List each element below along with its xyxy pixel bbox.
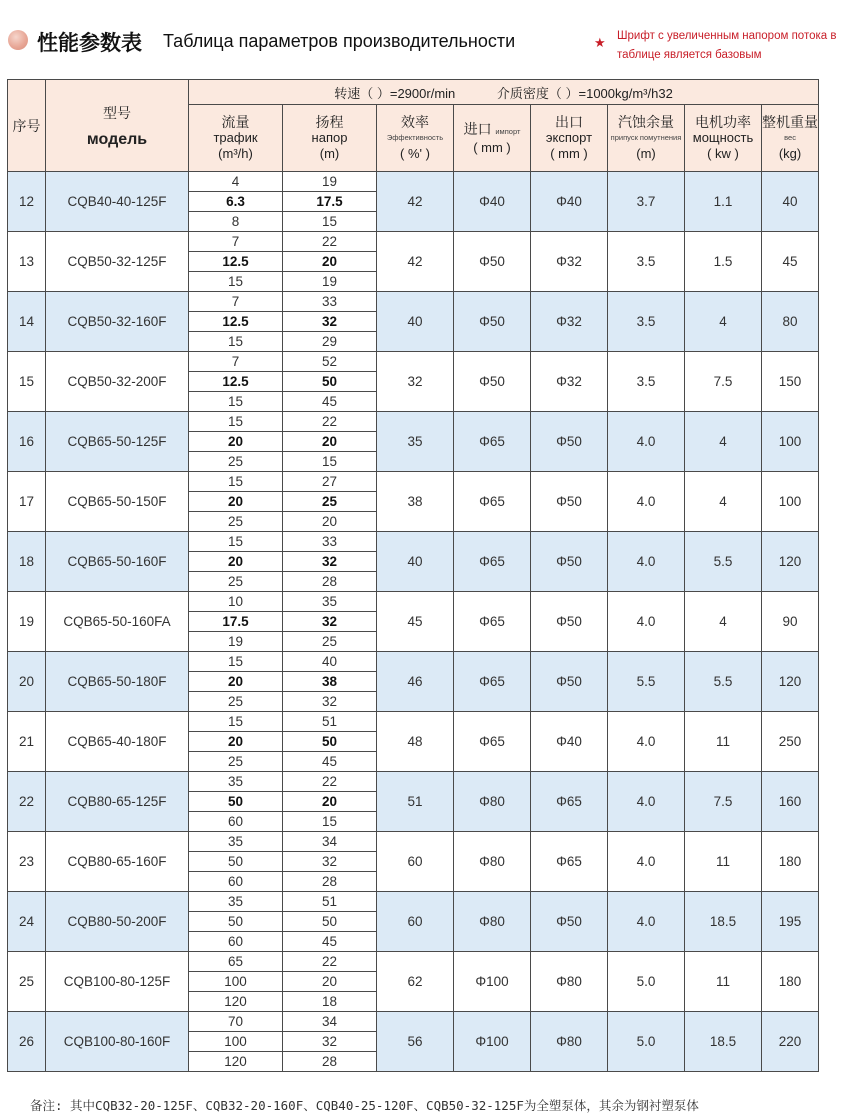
table-row xyxy=(8,532,819,552)
flow-cell: 60 xyxy=(189,872,283,892)
power-cell: 1.5 xyxy=(685,232,762,292)
head-cell: 32 xyxy=(283,692,377,712)
head-cell: 19 xyxy=(283,272,377,292)
head-cell: 17.5 xyxy=(283,192,377,212)
head-cell: 22 xyxy=(283,412,377,432)
npsh-cell: 4.0 xyxy=(608,832,685,892)
table-row xyxy=(8,1012,819,1032)
power-cell: 4 xyxy=(685,412,762,472)
inlet-cell: Φ65 xyxy=(454,472,531,532)
inlet-cell: Φ65 xyxy=(454,712,531,772)
outlet-cell: Φ50 xyxy=(531,652,608,712)
col-outlet-header: 出口 экспорт ( mm ) xyxy=(531,105,608,172)
col-npsh-header: 汽蚀余量 припуск помутнения (m) xyxy=(608,105,685,172)
inlet-cell: Φ65 xyxy=(454,652,531,712)
inlet-cell: Φ80 xyxy=(454,892,531,952)
weight-cell: 160 xyxy=(762,772,819,832)
head-cell: 22 xyxy=(283,952,377,972)
flow-cell: 50 xyxy=(189,852,283,872)
head-cell: 45 xyxy=(283,932,377,952)
head-cell: 50 xyxy=(283,732,377,752)
flow-cell: 35 xyxy=(189,892,283,912)
npsh-cell: 4.0 xyxy=(608,772,685,832)
flow-cell: 50 xyxy=(189,792,283,812)
model-cell: CQB65-50-160FA xyxy=(46,592,189,652)
efficiency-cell: 62 xyxy=(377,952,454,1012)
weight-cell: 45 xyxy=(762,232,819,292)
efficiency-cell: 56 xyxy=(377,1012,454,1072)
inlet-cell: Φ50 xyxy=(454,292,531,352)
head-cell: 27 xyxy=(283,472,377,492)
head-cell: 28 xyxy=(283,572,377,592)
head-cell: 38 xyxy=(283,672,377,692)
model-cell: CQB50-32-160F xyxy=(46,292,189,352)
density-label: 介质密度（ ）=1000kg/m³/h32 xyxy=(496,85,673,101)
col-head-header: 扬程 напор (m) xyxy=(283,105,377,172)
head-cell: 15 xyxy=(283,452,377,472)
flow-cell: 120 xyxy=(189,1052,283,1072)
model-cell: CQB100-80-125F xyxy=(46,952,189,1012)
model-cell: CQB65-50-150F xyxy=(46,472,189,532)
flow-cell: 20 xyxy=(189,732,283,752)
head-cell: 45 xyxy=(283,752,377,772)
flow-cell: 20 xyxy=(189,492,283,512)
flow-cell: 12.5 xyxy=(189,312,283,332)
row-number: 20 xyxy=(8,652,46,712)
flow-cell: 25 xyxy=(189,512,283,532)
npsh-cell: 3.7 xyxy=(608,172,685,232)
weight-cell: 150 xyxy=(762,352,819,412)
flow-cell: 60 xyxy=(189,932,283,952)
model-cell: CQB80-65-125F xyxy=(46,772,189,832)
head-cell: 15 xyxy=(283,212,377,232)
flow-cell: 50 xyxy=(189,912,283,932)
outlet-cell: Φ65 xyxy=(531,772,608,832)
footnote: 备注: 其中CQB32-20-125F、CQB32-20-160F、CQB40-25-120F、CQB50-32-125F为全塑泵体，其余为钢衬塑泵体 xyxy=(30,1098,699,1113)
flow-cell: 8 xyxy=(189,212,283,232)
col-no-header: 序号 xyxy=(8,80,46,172)
npsh-cell: 3.5 xyxy=(608,352,685,412)
power-cell: 7.5 xyxy=(685,352,762,412)
row-number: 15 xyxy=(8,352,46,412)
col-weight-header: 整机重量 вес (kg) xyxy=(762,105,819,172)
weight-cell: 220 xyxy=(762,1012,819,1072)
flow-cell: 60 xyxy=(189,812,283,832)
title-chinese: 性能参数表 xyxy=(37,31,142,55)
outlet-cell: Φ50 xyxy=(531,892,608,952)
row-number: 17 xyxy=(8,472,46,532)
model-cell: CQB65-50-180F xyxy=(46,652,189,712)
head-cell: 28 xyxy=(283,1052,377,1072)
efficiency-cell: 32 xyxy=(377,352,454,412)
npsh-cell: 5.5 xyxy=(608,652,685,712)
head-cell: 45 xyxy=(283,392,377,412)
flow-cell: 100 xyxy=(189,972,283,992)
header-note-line-2: таблице является базовым xyxy=(617,49,762,61)
outlet-cell: Φ80 xyxy=(531,952,608,1012)
npsh-cell: 4.0 xyxy=(608,532,685,592)
flow-cell: 15 xyxy=(189,272,283,292)
inlet-cell: Φ65 xyxy=(454,592,531,652)
col-flow-header: 流量 трафик (m³/h) xyxy=(189,105,283,172)
table-row xyxy=(8,952,819,972)
power-cell: 5.5 xyxy=(685,532,762,592)
flow-cell: 20 xyxy=(189,552,283,572)
head-cell: 20 xyxy=(283,432,377,452)
npsh-cell: 3.5 xyxy=(608,292,685,352)
weight-cell: 100 xyxy=(762,472,819,532)
flow-cell: 7 xyxy=(189,292,283,312)
flow-cell: 19 xyxy=(189,632,283,652)
table-row xyxy=(8,232,819,252)
head-cell: 18 xyxy=(283,992,377,1012)
power-cell: 18.5 xyxy=(685,892,762,952)
row-number: 12 xyxy=(8,172,46,232)
col-power-header: 电机功率 мощность ( kw ) xyxy=(685,105,762,172)
title-russian: Таблица параметров производительности xyxy=(163,31,516,51)
row-number: 24 xyxy=(8,892,46,952)
row-number: 22 xyxy=(8,772,46,832)
power-cell: 18.5 xyxy=(685,1012,762,1072)
power-cell: 11 xyxy=(685,952,762,1012)
outlet-cell: Φ50 xyxy=(531,592,608,652)
outlet-cell: Φ32 xyxy=(531,352,608,412)
efficiency-cell: 40 xyxy=(377,532,454,592)
inlet-cell: Φ80 xyxy=(454,832,531,892)
model-cell: CQB65-50-160F xyxy=(46,532,189,592)
flow-cell: 70 xyxy=(189,1012,283,1032)
table-body xyxy=(8,172,819,1072)
model-cell: CQB40-40-125F xyxy=(46,172,189,232)
head-cell: 35 xyxy=(283,592,377,612)
head-cell: 22 xyxy=(283,232,377,252)
head-cell: 20 xyxy=(283,512,377,532)
head-cell: 33 xyxy=(283,532,377,552)
row-number: 25 xyxy=(8,952,46,1012)
efficiency-cell: 35 xyxy=(377,412,454,472)
header-note xyxy=(617,27,857,65)
head-cell: 20 xyxy=(283,792,377,812)
col-model-header: 型号 модель xyxy=(46,80,189,172)
table-row xyxy=(8,652,819,672)
power-cell: 4 xyxy=(685,592,762,652)
head-cell: 32 xyxy=(283,612,377,632)
efficiency-cell: 60 xyxy=(377,892,454,952)
head-cell: 52 xyxy=(283,352,377,372)
outlet-cell: Φ50 xyxy=(531,412,608,472)
head-cell: 32 xyxy=(283,1032,377,1052)
outlet-cell: Φ40 xyxy=(531,712,608,772)
table-row xyxy=(8,892,819,912)
page-header xyxy=(0,0,860,78)
efficiency-cell: 42 xyxy=(377,172,454,232)
model-cell: CQB65-50-125F xyxy=(46,412,189,472)
power-cell: 11 xyxy=(685,712,762,772)
flow-cell: 25 xyxy=(189,692,283,712)
power-cell: 7.5 xyxy=(685,772,762,832)
head-cell: 51 xyxy=(283,712,377,732)
flow-cell: 15 xyxy=(189,712,283,732)
row-number: 16 xyxy=(8,412,46,472)
flow-cell: 12.5 xyxy=(189,252,283,272)
weight-cell: 180 xyxy=(762,952,819,1012)
weight-cell: 80 xyxy=(762,292,819,352)
flow-cell: 35 xyxy=(189,832,283,852)
model-cell: CQB100-80-160F xyxy=(46,1012,189,1072)
head-cell: 19 xyxy=(283,172,377,192)
table-row xyxy=(8,592,819,612)
model-cell: CQB50-32-200F xyxy=(46,352,189,412)
model-cell: CQB50-32-125F xyxy=(46,232,189,292)
inlet-cell: Φ100 xyxy=(454,1012,531,1072)
head-cell: 15 xyxy=(283,812,377,832)
weight-cell: 250 xyxy=(762,712,819,772)
outlet-cell: Φ80 xyxy=(531,1012,608,1072)
row-number: 13 xyxy=(8,232,46,292)
table-row xyxy=(8,172,819,192)
npsh-cell: 4.0 xyxy=(608,712,685,772)
star-icon: ★ xyxy=(594,36,606,51)
head-cell: 25 xyxy=(283,492,377,512)
inlet-cell: Φ50 xyxy=(454,352,531,412)
power-cell: 11 xyxy=(685,832,762,892)
efficiency-cell: 48 xyxy=(377,712,454,772)
outlet-cell: Φ32 xyxy=(531,232,608,292)
flow-cell: 25 xyxy=(189,572,283,592)
flow-cell: 15 xyxy=(189,412,283,432)
inlet-cell: Φ65 xyxy=(454,532,531,592)
flow-cell: 25 xyxy=(189,452,283,472)
performance-table xyxy=(7,79,819,1072)
power-cell: 4 xyxy=(685,292,762,352)
model-cell: CQB80-65-160F xyxy=(46,832,189,892)
head-cell: 33 xyxy=(283,292,377,312)
row-number: 21 xyxy=(8,712,46,772)
table-row xyxy=(8,292,819,312)
power-cell: 5.5 xyxy=(685,652,762,712)
head-cell: 32 xyxy=(283,312,377,332)
head-cell: 32 xyxy=(283,852,377,872)
inlet-cell: Φ100 xyxy=(454,952,531,1012)
head-cell: 34 xyxy=(283,1012,377,1032)
col-inlet-header: 进口 импорт ( mm ) xyxy=(454,105,531,172)
outlet-cell: Φ50 xyxy=(531,472,608,532)
npsh-cell: 5.0 xyxy=(608,1012,685,1072)
npsh-cell: 3.5 xyxy=(608,232,685,292)
head-cell: 22 xyxy=(283,772,377,792)
outlet-cell: Φ32 xyxy=(531,292,608,352)
conditions-header xyxy=(189,80,819,105)
flow-cell: 6.3 xyxy=(189,192,283,212)
flow-cell: 15 xyxy=(189,652,283,672)
model-cell: CQB65-40-180F xyxy=(46,712,189,772)
flow-cell: 12.5 xyxy=(189,372,283,392)
efficiency-cell: 42 xyxy=(377,232,454,292)
model-cell: CQB80-50-200F xyxy=(46,892,189,952)
weight-cell: 180 xyxy=(762,832,819,892)
header-note-line-1: Шрифт с увеличенным напором потока в xyxy=(617,30,837,42)
table-row xyxy=(8,352,819,372)
npsh-cell: 4.0 xyxy=(608,472,685,532)
head-cell: 50 xyxy=(283,372,377,392)
efficiency-cell: 46 xyxy=(377,652,454,712)
bullet-icon xyxy=(8,30,28,50)
head-cell: 32 xyxy=(283,552,377,572)
weight-cell: 120 xyxy=(762,532,819,592)
table-row xyxy=(8,772,819,792)
flow-cell: 20 xyxy=(189,432,283,452)
npsh-cell: 4.0 xyxy=(608,892,685,952)
efficiency-cell: 45 xyxy=(377,592,454,652)
npsh-cell: 5.0 xyxy=(608,952,685,1012)
table-row xyxy=(8,832,819,852)
flow-cell: 7 xyxy=(189,232,283,252)
efficiency-cell: 51 xyxy=(377,772,454,832)
table-row xyxy=(8,472,819,492)
head-cell: 29 xyxy=(283,332,377,352)
outlet-cell: Φ40 xyxy=(531,172,608,232)
head-cell: 25 xyxy=(283,632,377,652)
inlet-cell: Φ50 xyxy=(454,232,531,292)
power-cell: 4 xyxy=(685,472,762,532)
flow-cell: 65 xyxy=(189,952,283,972)
flow-cell: 20 xyxy=(189,672,283,692)
flow-cell: 7 xyxy=(189,352,283,372)
table-row xyxy=(8,712,819,732)
row-number: 26 xyxy=(8,1012,46,1072)
efficiency-cell: 60 xyxy=(377,832,454,892)
col-efficiency-header: 效率 Эффективность ( %' ) xyxy=(377,105,454,172)
head-cell: 40 xyxy=(283,652,377,672)
flow-cell: 25 xyxy=(189,752,283,772)
flow-cell: 100 xyxy=(189,1032,283,1052)
inlet-cell: Φ40 xyxy=(454,172,531,232)
npsh-cell: 4.0 xyxy=(608,592,685,652)
head-cell: 50 xyxy=(283,912,377,932)
head-cell: 20 xyxy=(283,252,377,272)
row-number: 18 xyxy=(8,532,46,592)
row-number: 19 xyxy=(8,592,46,652)
power-cell: 1.1 xyxy=(685,172,762,232)
weight-cell: 40 xyxy=(762,172,819,232)
efficiency-cell: 40 xyxy=(377,292,454,352)
flow-cell: 120 xyxy=(189,992,283,1012)
table-row xyxy=(8,412,819,432)
efficiency-cell: 38 xyxy=(377,472,454,532)
head-cell: 20 xyxy=(283,972,377,992)
flow-cell: 35 xyxy=(189,772,283,792)
flow-cell: 15 xyxy=(189,392,283,412)
head-cell: 51 xyxy=(283,892,377,912)
inlet-cell: Φ80 xyxy=(454,772,531,832)
flow-cell: 15 xyxy=(189,332,283,352)
npsh-cell: 4.0 xyxy=(608,412,685,472)
row-number: 23 xyxy=(8,832,46,892)
inlet-cell: Φ65 xyxy=(454,412,531,472)
outlet-cell: Φ65 xyxy=(531,832,608,892)
head-cell: 28 xyxy=(283,872,377,892)
weight-cell: 120 xyxy=(762,652,819,712)
flow-cell: 15 xyxy=(189,472,283,492)
flow-cell: 4 xyxy=(189,172,283,192)
flow-cell: 10 xyxy=(189,592,283,612)
outlet-cell: Φ50 xyxy=(531,532,608,592)
row-number: 14 xyxy=(8,292,46,352)
table-header xyxy=(8,80,819,172)
head-cell: 34 xyxy=(283,832,377,852)
speed-label: 转速（ ）=2900r/min xyxy=(334,85,456,101)
flow-cell: 17.5 xyxy=(189,612,283,632)
weight-cell: 195 xyxy=(762,892,819,952)
weight-cell: 90 xyxy=(762,592,819,652)
flow-cell: 15 xyxy=(189,532,283,552)
weight-cell: 100 xyxy=(762,412,819,472)
